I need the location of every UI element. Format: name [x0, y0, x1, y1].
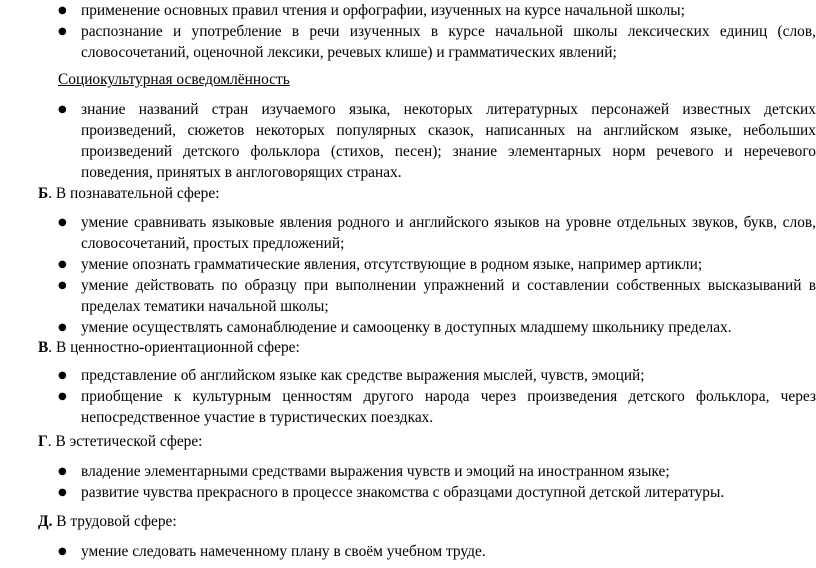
labor-section	[0, 541, 816, 562]
sociocultural-section	[0, 99, 816, 183]
cognitive-heading: Б. В познавательной сфере:	[38, 185, 220, 202]
list-item: ● умение следовать намеченному плану в своём учебном труде.	[58, 543, 486, 560]
value-section	[0, 365, 816, 428]
list-item: ● распознание и употребление в речи изученных в курсе начальной школы лексических единиц (слов, словосочетаний, оценочной лексики, речевых клише) и грамматических явлений;	[58, 23, 816, 61]
bullet-icon: ●	[58, 26, 67, 37]
list-item: ● знание названий стран изучаемого языка, некоторых литературных персонажей известных детских произведений, сюжетов некоторых популярных сказок, написанных на английском языке, небольших произведений детского фольклора (стихов, песен); знание элементарных норм речевого и неречевого поведения, принятых в англоговорящих странах.	[58, 101, 816, 181]
aesthetic-section	[0, 461, 816, 503]
bullet-icon: ●	[58, 466, 67, 477]
sociocultural-heading: Социокультурная осведомлённость	[58, 71, 290, 88]
list-item: ● приобщение к культурным ценностям другого народа через произведения детского фольклора, через непосредственное участие в туристических поездках.	[58, 388, 816, 426]
labor-list	[0, 541, 816, 562]
bullet-icon: ●	[58, 5, 67, 16]
bullet-icon: ●	[58, 391, 67, 402]
cognitive-list	[0, 212, 816, 338]
cognitive-section	[0, 212, 816, 338]
list-item: ● применение основных правил чтения и орфографии, изученных на курсе начальной школы;	[58, 2, 685, 19]
list-item: ● представление об английском языке как средстве выражения мыслей, чувств, эмоций;	[58, 367, 645, 384]
bullet-icon: ●	[58, 546, 67, 557]
value-heading: В. В ценностно-ориентационной сфере:	[38, 339, 300, 356]
list-item: ● владение элементарными средствами выражения чувств и эмоций на иностранном языке;	[58, 463, 670, 480]
block0	[0, 0, 816, 63]
bullet-icon: ●	[58, 104, 67, 115]
list-item: ● умение действовать по образцу при выполнении упражнений и составлении собственных высказываний в пределах тематики начальной школы;	[58, 277, 816, 315]
value-list	[0, 365, 816, 428]
bullet-icon: ●	[58, 217, 67, 228]
labor-heading: Д. В трудовой сфере:	[38, 513, 177, 530]
block0-list	[0, 0, 816, 63]
list-item: ● умение сравнивать языковые явления родного и английского языков на уровне отдельных звуков, букв, слов, словосочетаний, простых предложений;	[58, 214, 816, 252]
list-item: ● умение осуществлять самонаблюдение и самооценку в доступных младшему школьнику пределах.	[58, 319, 732, 336]
bullet-icon: ●	[58, 487, 67, 498]
bullet-icon: ●	[58, 259, 67, 270]
aesthetic-list	[0, 461, 816, 503]
bullet-icon: ●	[58, 280, 67, 291]
sociocultural-list	[0, 99, 816, 183]
bullet-icon: ●	[58, 322, 67, 333]
aesthetic-heading: Г. В эстетической сфере:	[38, 433, 203, 450]
list-item: ● развитие чувства прекрасного в процессе знакомства с образцами доступной детской литературы.	[58, 484, 725, 501]
list-item: ● умение опознать грамматические явления, отсутствующие в родном языке, например артикли;	[58, 256, 703, 273]
bullet-icon: ●	[58, 370, 67, 381]
